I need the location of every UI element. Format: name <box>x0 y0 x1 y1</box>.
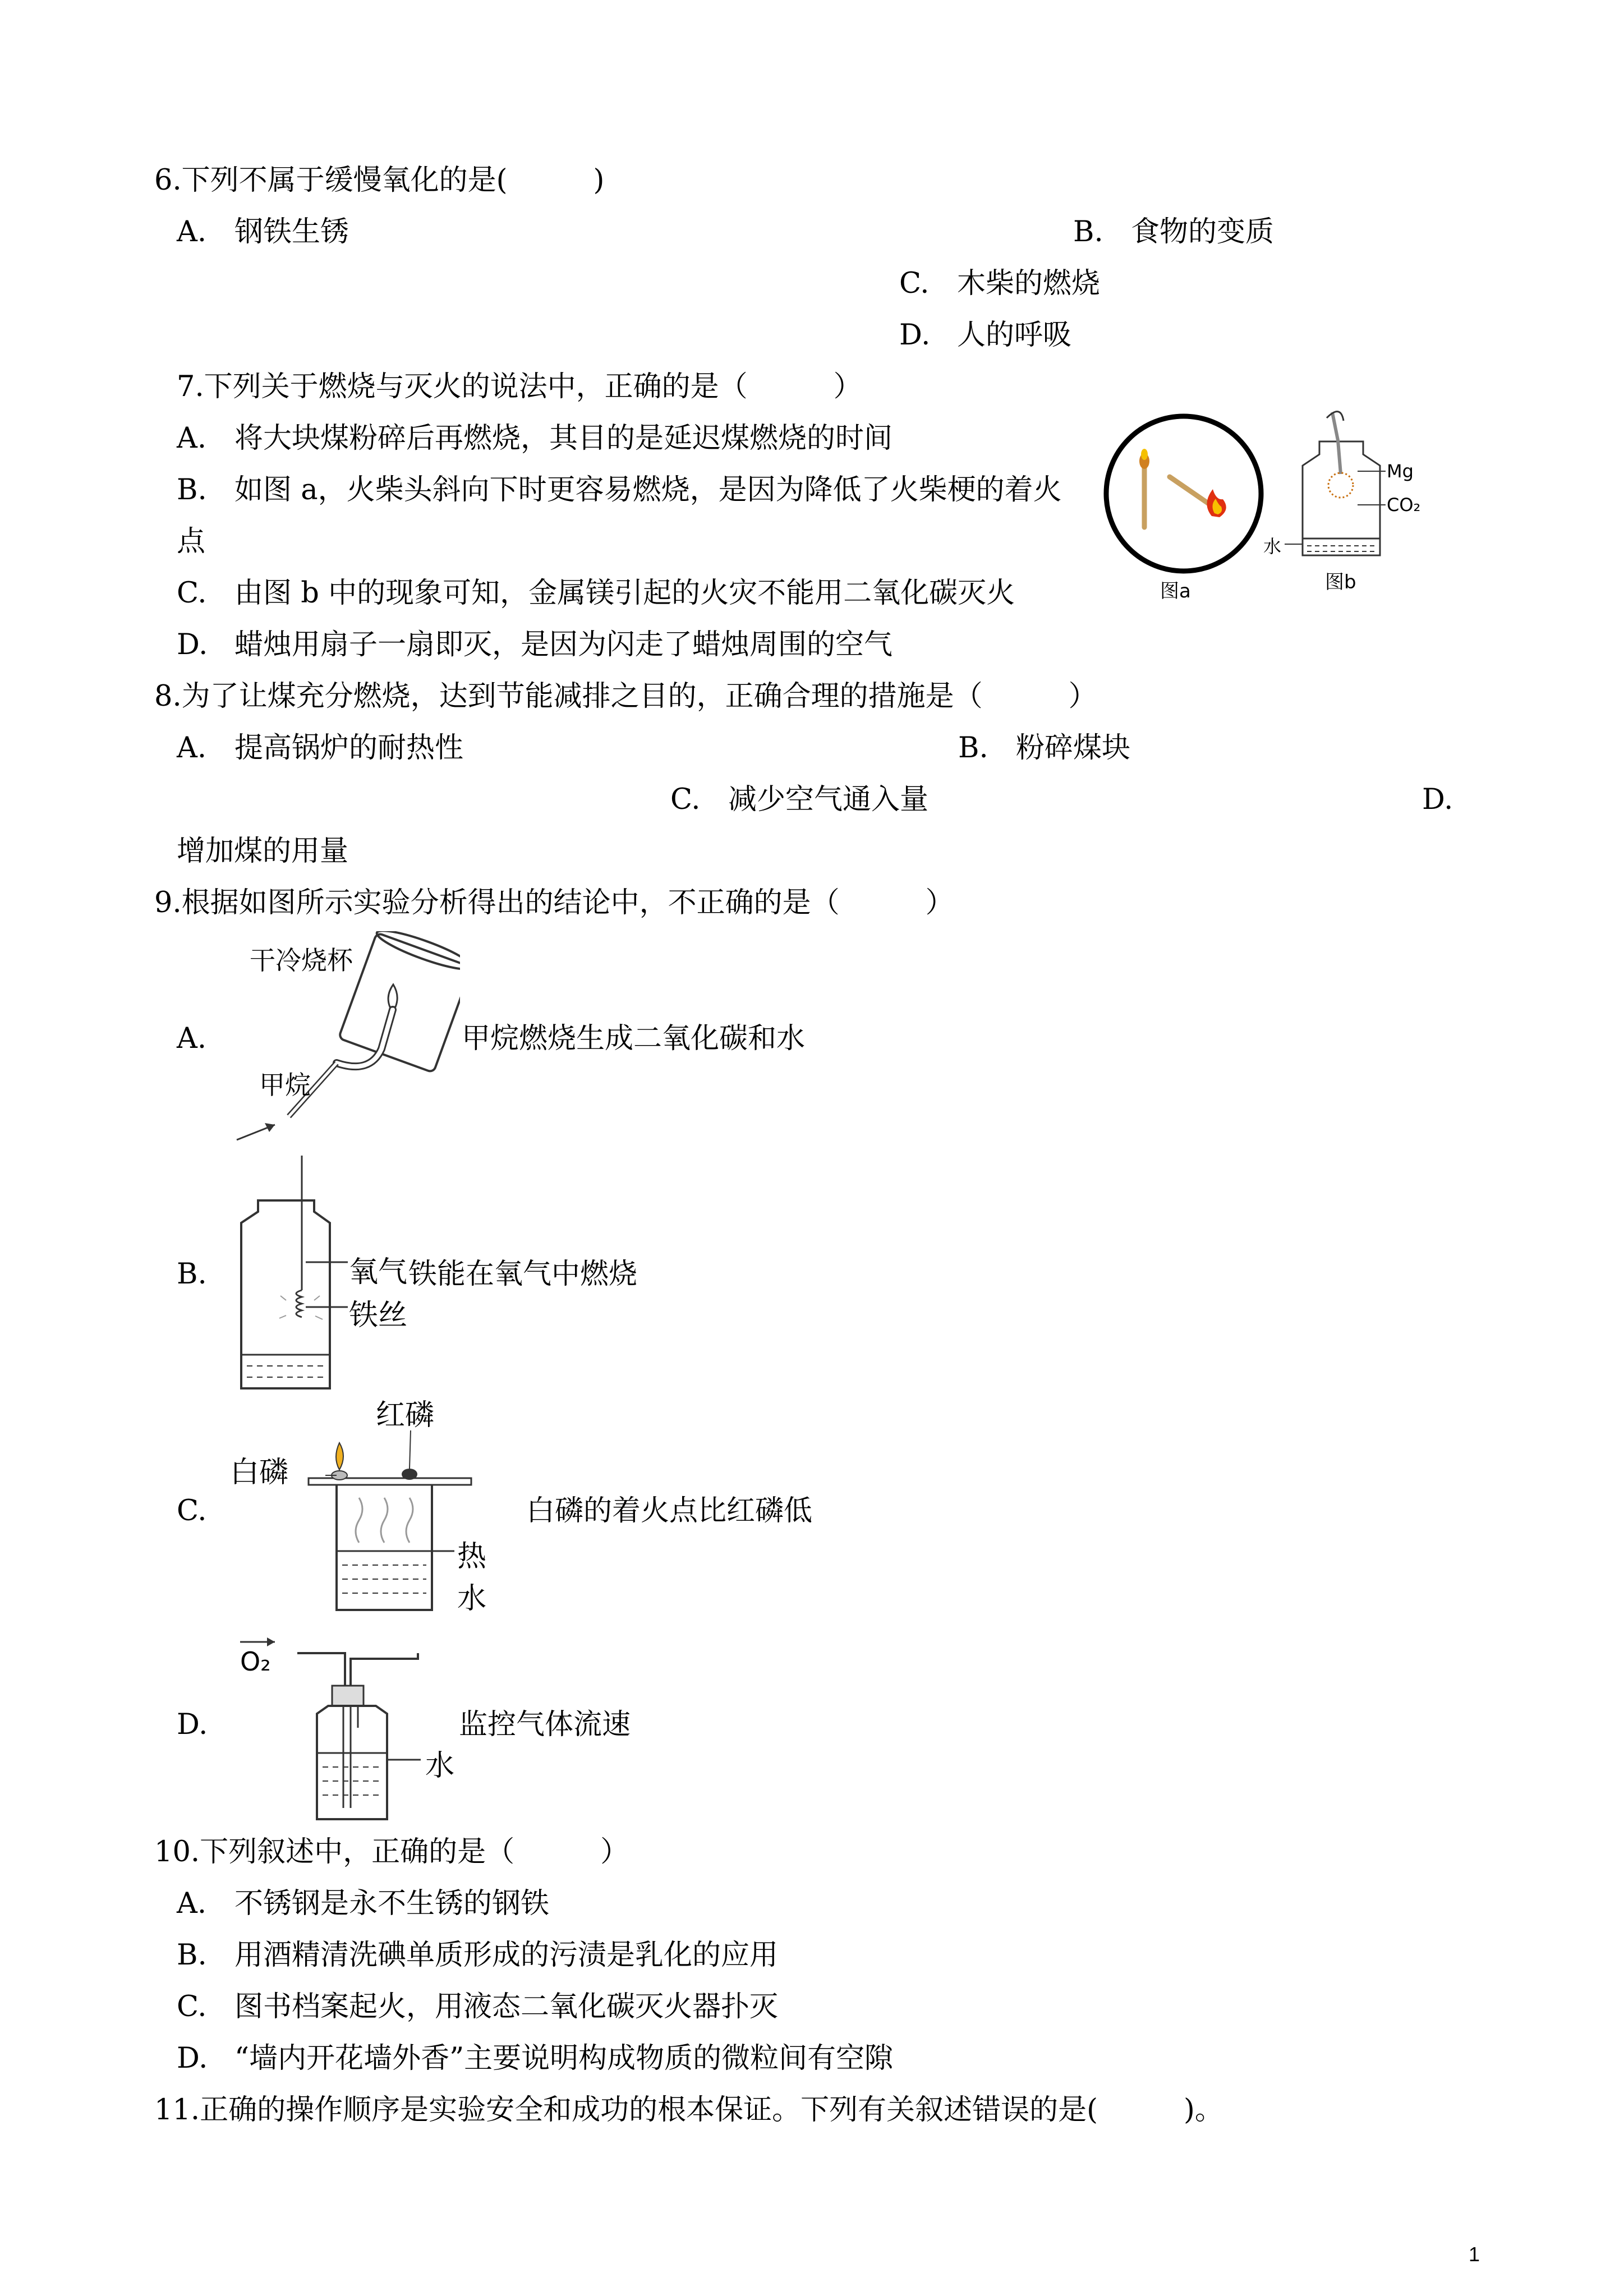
q6-option-a-text: 钢铁生锈 <box>234 215 349 249</box>
q9d-water-label: 水 <box>425 1749 455 1783</box>
q9c-hot-water-label: 热水 <box>457 1540 487 1616</box>
q9-option-b-letter: B. <box>177 1258 207 1291</box>
q7-option-d-text: 蜡烛用扇子一扇即灭，是因为闪走了蜡烛周围的空气 <box>234 628 893 661</box>
q9a-methane-label: 甲烷 <box>259 1070 311 1100</box>
q9-figure-c-phosphorus-copper-plate <box>230 1397 499 1621</box>
q10-option-b-text: 用酒精清洗碘单质形成的污渍是乳化的应用 <box>234 1939 779 1972</box>
question-11-stem: 11.正确的操作顺序是实验安全和成功的根本保证。下列有关叙述错误的是( )。 <box>154 2093 1223 2127</box>
q10-option-a-text: 不锈钢是永不生锈的钢铁 <box>234 1887 550 1920</box>
q8-option-d-text: 增加煤的用量 <box>177 835 349 868</box>
figure-b-label: 图b <box>1325 571 1356 593</box>
q7-option-b-text: 如图 a，火柴头斜向下时更容易燃烧，是因为降低了火柴梗的着火 <box>234 473 1062 507</box>
q10-option-d-text: “墙内开花墙外香”主要说明构成物质的微粒间有空隙 <box>234 2042 894 2075</box>
q7-option-c-text: 由图 b 中的现象可知，金属镁引起的火灾不能用二氧化碳灭火 <box>234 577 1015 610</box>
q6-option-d-text: 人的呼吸 <box>957 319 1072 352</box>
q9-option-d-letter: D. <box>177 1708 208 1741</box>
q9c-red-phosphorus-label: 红磷 <box>376 1398 435 1432</box>
question-8-stem: 8.为了让煤充分燃烧，达到节能减排之目的，正确合理的措施是（ ） <box>154 680 1097 713</box>
figure-b-mg-label: Mg <box>1387 461 1414 482</box>
q6-option-c-letter: C. <box>899 267 930 300</box>
q10-option-c-letter: C. <box>177 1990 207 2023</box>
q9-option-a-text: 甲烷燃烧生成二氧化碳和水 <box>462 1022 806 1055</box>
q9a-dry-beaker-label: 干冷烧杯 <box>250 945 353 976</box>
q9-option-b-text: 铁能在氧气中燃烧 <box>408 1258 638 1291</box>
q9c-white-phosphorus-label: 白磷 <box>230 1456 289 1489</box>
q9-option-d-text: 监控气体流速 <box>459 1708 631 1741</box>
q9d-o2-label: O₂ <box>240 1646 271 1677</box>
q6-option-c-text: 木柴的燃烧 <box>957 267 1101 300</box>
q7-option-d-letter: D. <box>177 628 208 661</box>
q7-option-c-letter: C. <box>177 577 207 610</box>
figure-b-water-label: 水 <box>1263 536 1282 557</box>
figure-b-mg-in-co2-bottle <box>1262 407 1430 593</box>
figure-a-match-in-circle <box>1099 409 1268 602</box>
q7-option-b-text-cont: 点 <box>177 525 206 558</box>
q9-figure-d-gas-washing-bottle <box>236 1630 460 1826</box>
question-7-stem: 7.下列关于燃烧与灭火的说法中，正确的是（ ） <box>177 370 862 403</box>
q6-option-b-letter: B. <box>1073 215 1103 249</box>
q8-option-b-text: 粉碎煤块 <box>1016 731 1131 765</box>
q9-figure-a-methane-beaker <box>224 931 460 1144</box>
question-9-stem: 9.根据如图所示实验分析得出的结论中，不正确的是（ ） <box>154 886 954 919</box>
q10-option-b-letter: B. <box>177 1939 207 1972</box>
q6-option-d-letter: D. <box>899 319 931 352</box>
page-number: 1 <box>1469 2243 1480 2266</box>
q8-option-b-letter: B. <box>958 731 988 765</box>
q8-option-a-text: 提高锅炉的耐热性 <box>234 731 464 765</box>
q9-option-c-text: 白磷的着火点比红磷低 <box>526 1494 813 1527</box>
q10-option-a-letter: A. <box>177 1887 207 1920</box>
q7-option-a-letter: A. <box>177 422 207 455</box>
q7-option-a-text: 将大块煤粉碎后再燃烧，其目的是延迟煤燃烧的时间 <box>234 422 893 455</box>
q10-option-c-text: 图书档案起火，用液态二氧化碳灭火器扑灭 <box>234 1990 779 2023</box>
q6-option-b-text: 食物的变质 <box>1131 215 1275 249</box>
q9b-oxygen-label: 氧气 <box>349 1255 408 1289</box>
q8-option-c-text: 减少空气通入量 <box>728 783 929 816</box>
q10-option-d-letter: D. <box>177 2042 208 2075</box>
q9-option-c-letter: C. <box>177 1494 207 1527</box>
q9-option-a-letter: A. <box>177 1022 207 1055</box>
figure-a-label: 图a <box>1160 580 1191 602</box>
q9-figure-b-iron-wire-bottle <box>236 1156 348 1391</box>
q8-option-c-letter: C. <box>670 783 701 816</box>
figure-b-co2-label: CO₂ <box>1387 494 1421 516</box>
question-10-stem: 10.下列叙述中，正确的是（ ） <box>154 1835 629 1869</box>
q9b-iron-wire-label: 铁丝 <box>349 1299 408 1332</box>
question-6-stem: 6.下列不属于缓慢氧化的是( ) <box>154 164 605 197</box>
q8-option-a-letter: A. <box>177 731 207 765</box>
q8-option-d-letter: D. <box>1422 783 1453 816</box>
q7-option-b-letter: B. <box>177 473 207 507</box>
q6-option-a-letter: A. <box>177 215 207 249</box>
